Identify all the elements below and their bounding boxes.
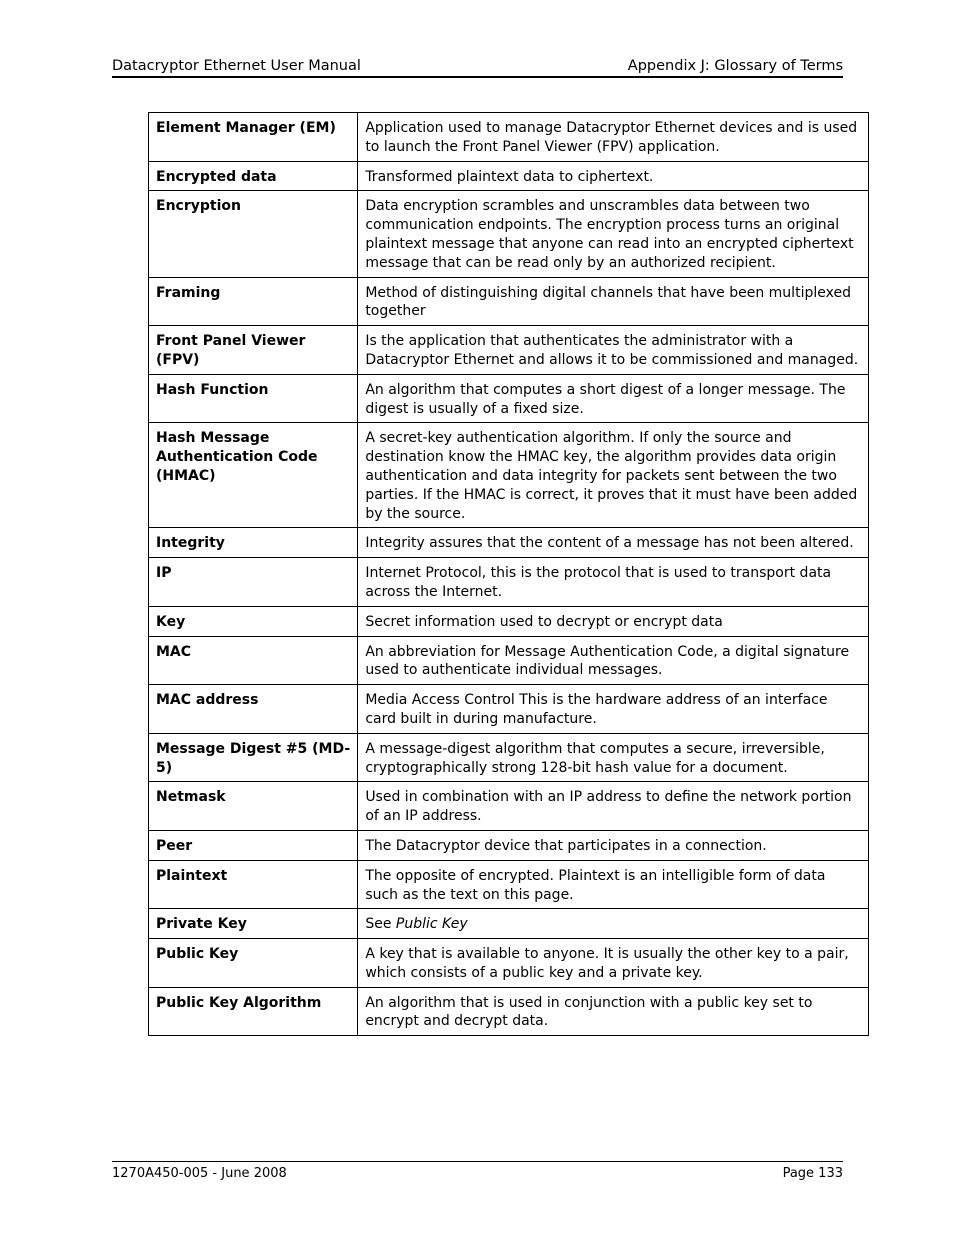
glossary-definition: Used in combination with an IP address to define the network portion of an IP address. (358, 782, 869, 831)
glossary-definition: Transformed plaintext data to ciphertext. (358, 161, 869, 191)
glossary-definition: Secret information used to decrypt or encrypt data (358, 606, 869, 636)
glossary-definition: A key that is available to anyone. It is usually the other key to a pair, which consists of a public key and a private key. (358, 939, 869, 988)
table-row (149, 277, 869, 326)
glossary-term: Message Digest #5 (MD-5) (149, 733, 358, 782)
glossary-term: IP (149, 558, 358, 607)
glossary-term: Encryption (149, 191, 358, 277)
glossary-definition: Internet Protocol, this is the protocol that is used to transport data across the Internet. (358, 558, 869, 607)
table-row (149, 733, 869, 782)
glossary-term: MAC address (149, 685, 358, 734)
table-row (149, 685, 869, 734)
glossary-term: Peer (149, 830, 358, 860)
table-row (149, 374, 869, 423)
glossary-term: Encrypted data (149, 161, 358, 191)
glossary-term: Front Panel Viewer (FPV) (149, 326, 358, 375)
glossary-term: Public Key Algorithm (149, 987, 358, 1036)
table-row (149, 909, 869, 939)
glossary-definition: Media Access Control This is the hardware address of an interface card built in during manufacture. (358, 685, 869, 734)
header-manual-title: Datacryptor Ethernet User Manual (112, 58, 361, 74)
table-row (149, 606, 869, 636)
glossary-definition: An algorithm that is used in conjunction with a public key set to encrypt and decrypt data. (358, 987, 869, 1036)
footer-page-number: Page 133 (782, 1166, 843, 1181)
glossary-definition: Integrity assures that the content of a message has not been altered. (358, 528, 869, 558)
glossary-definition: Application used to manage Datacryptor Ethernet devices and is used to launch the Front Panel Viewer (FPV) application. (358, 113, 869, 162)
glossary-term: Hash Function (149, 374, 358, 423)
glossary-definition: A message-digest algorithm that computes a secure, irreversible, cryptographically strong 128-bit hash value for a document. (358, 733, 869, 782)
glossary-definition: The Datacryptor device that participates in a connection. (358, 830, 869, 860)
glossary-term: Hash Message Authentication Code (HMAC) (149, 423, 358, 528)
glossary-term: Integrity (149, 528, 358, 558)
table-row (149, 636, 869, 685)
table-row (149, 191, 869, 277)
page-header (112, 56, 843, 78)
cross-reference: Public Key (395, 916, 468, 933)
table-row (149, 987, 869, 1036)
table-row (149, 782, 869, 831)
table-row (149, 860, 869, 909)
glossary-term: MAC (149, 636, 358, 685)
table-row (149, 939, 869, 988)
table-row (149, 558, 869, 607)
table-row (149, 113, 869, 162)
table-row (149, 326, 869, 375)
glossary-definition (358, 909, 869, 939)
glossary-term: Key (149, 606, 358, 636)
glossary-table (148, 112, 869, 1036)
glossary-term: Element Manager (EM) (149, 113, 358, 162)
table-row (149, 161, 869, 191)
glossary-definition: An abbreviation for Message Authentication Code, a digital signature used to authenticate individual messages. (358, 636, 869, 685)
definition-prefix: See (365, 916, 396, 933)
glossary-term: Private Key (149, 909, 358, 939)
glossary-definition: Data encryption scrambles and unscrambles data between two communication endpoints. The encryption process turns an original plaintext message that anyone can read into an encrypted ciphertext message that can be read only by an authorized recipient. (358, 191, 869, 277)
page-footer (112, 1161, 843, 1181)
footer-document-id: 1270A450-005 - June 2008 (112, 1166, 287, 1181)
glossary-term: Framing (149, 277, 358, 326)
glossary-definition: An algorithm that computes a short digest of a longer message. The digest is usually of a fixed size. (358, 374, 869, 423)
glossary-definition: Is the application that authenticates the administrator with a Datacryptor Ethernet and allows it to be commissioned and managed. (358, 326, 869, 375)
table-row (149, 830, 869, 860)
glossary-term: Public Key (149, 939, 358, 988)
table-row (149, 423, 869, 528)
glossary-term: Plaintext (149, 860, 358, 909)
table-row (149, 528, 869, 558)
glossary-definition: The opposite of encrypted. Plaintext is an intelligible form of data such as the text on this page. (358, 860, 869, 909)
glossary-definition: Method of distinguishing digital channels that have been multiplexed together (358, 277, 869, 326)
glossary-term: Netmask (149, 782, 358, 831)
header-section-title: Appendix J: Glossary of Terms (627, 58, 843, 74)
glossary-definition: A secret-key authentication algorithm. If only the source and destination know the HMAC key, the algorithm provides data origin authentication and data integrity for packets sent between the two parties. If the HMAC is correct, it proves that it must have been added by the source. (358, 423, 869, 528)
